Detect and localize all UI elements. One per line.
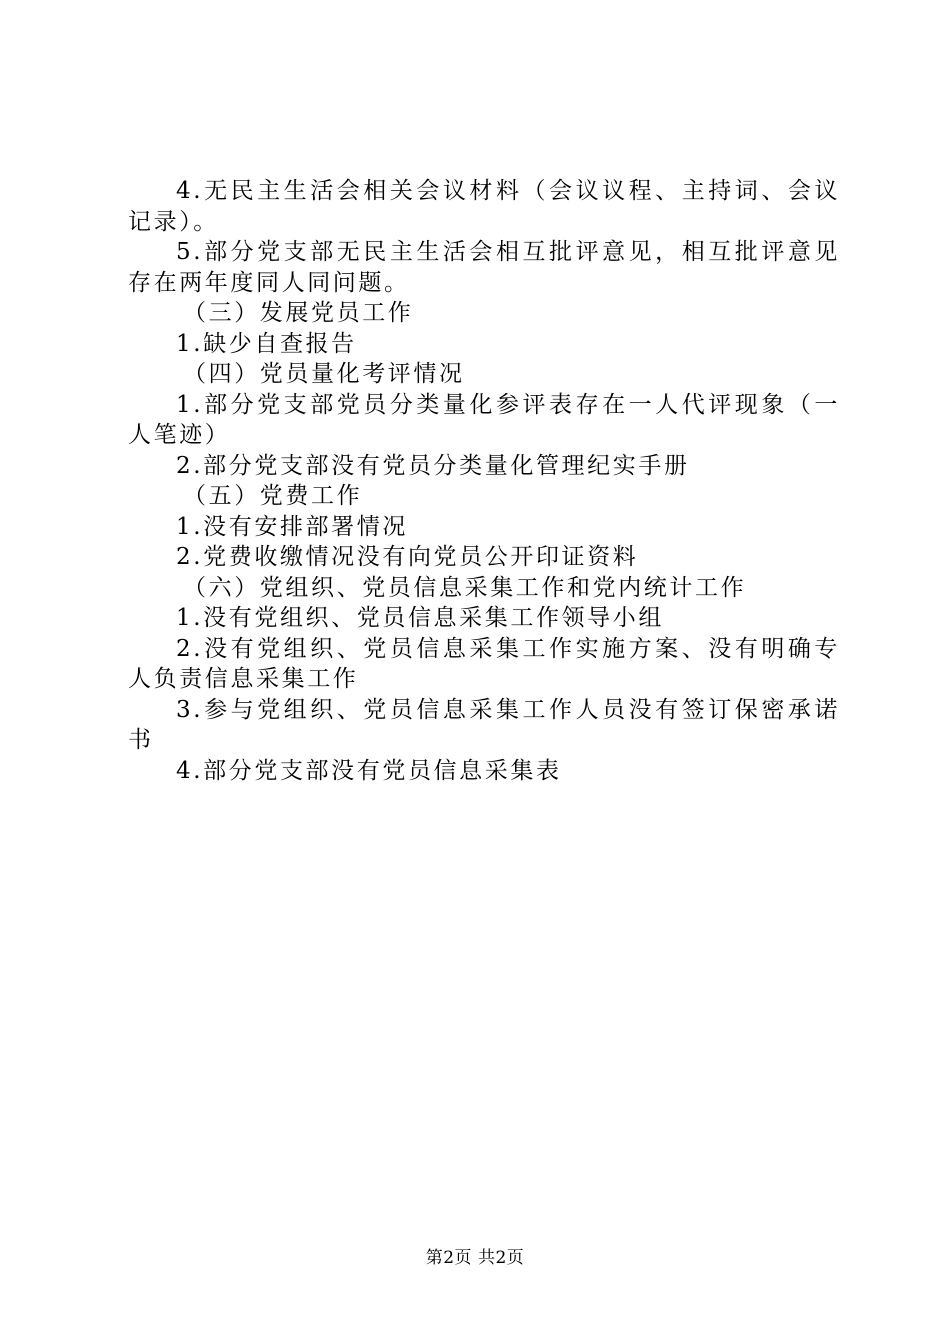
paragraph-item-6-3: 3.参与党组织、党员信息采集工作人员没有签订保密承诺书 bbox=[128, 696, 840, 753]
section-heading-6: （六）党组织、党员信息采集工作和党内统计工作 bbox=[183, 574, 747, 601]
section-heading-5: （五）党费工作 bbox=[183, 483, 363, 509]
paragraph-item-5-2: 2.党费收缴情况没有向党员公开印证资料 bbox=[176, 544, 639, 570]
page-number-footer: 第2页 共2页 bbox=[425, 1248, 525, 1268]
paragraph-item-5-1: 1.没有安排部署情况 bbox=[176, 513, 408, 540]
paragraph-item-6-2: 2.没有党组织、党员信息采集工作实施方案、没有明确专人负责信息采集工作 bbox=[128, 635, 840, 692]
paragraph-item-6-1: 1.没有党组织、党员信息采集工作领导小组 bbox=[176, 605, 664, 631]
section-heading-3: （三）发展党员工作 bbox=[183, 300, 414, 326]
paragraph-item-5-criticism-opinions: 5.部分党支部无民主生活会相互批评意见，相互批评意见存在两年度同人同问题。 bbox=[128, 239, 840, 296]
section-heading-4: （四）党员量化考评情况 bbox=[183, 361, 465, 387]
paragraph-item-6-4: 4.部分党支部没有党员信息采集表 bbox=[176, 757, 562, 784]
paragraph-item-3-1: 1.缺少自查报告 bbox=[176, 330, 357, 357]
paragraph-item-4-1: 1.部分党支部党员分类量化参评表存在一人代评现象（一人笔迹） bbox=[128, 391, 840, 448]
paragraph-item-4-2: 2.部分党支部没有党员分类量化管理纪实手册 bbox=[176, 452, 690, 479]
paragraph-item-4-no-meeting-materials: 4.无民主生活会相关会议材料（会议议程、主持词、会议记录）。 bbox=[128, 178, 840, 235]
document-body bbox=[128, 176, 840, 786]
